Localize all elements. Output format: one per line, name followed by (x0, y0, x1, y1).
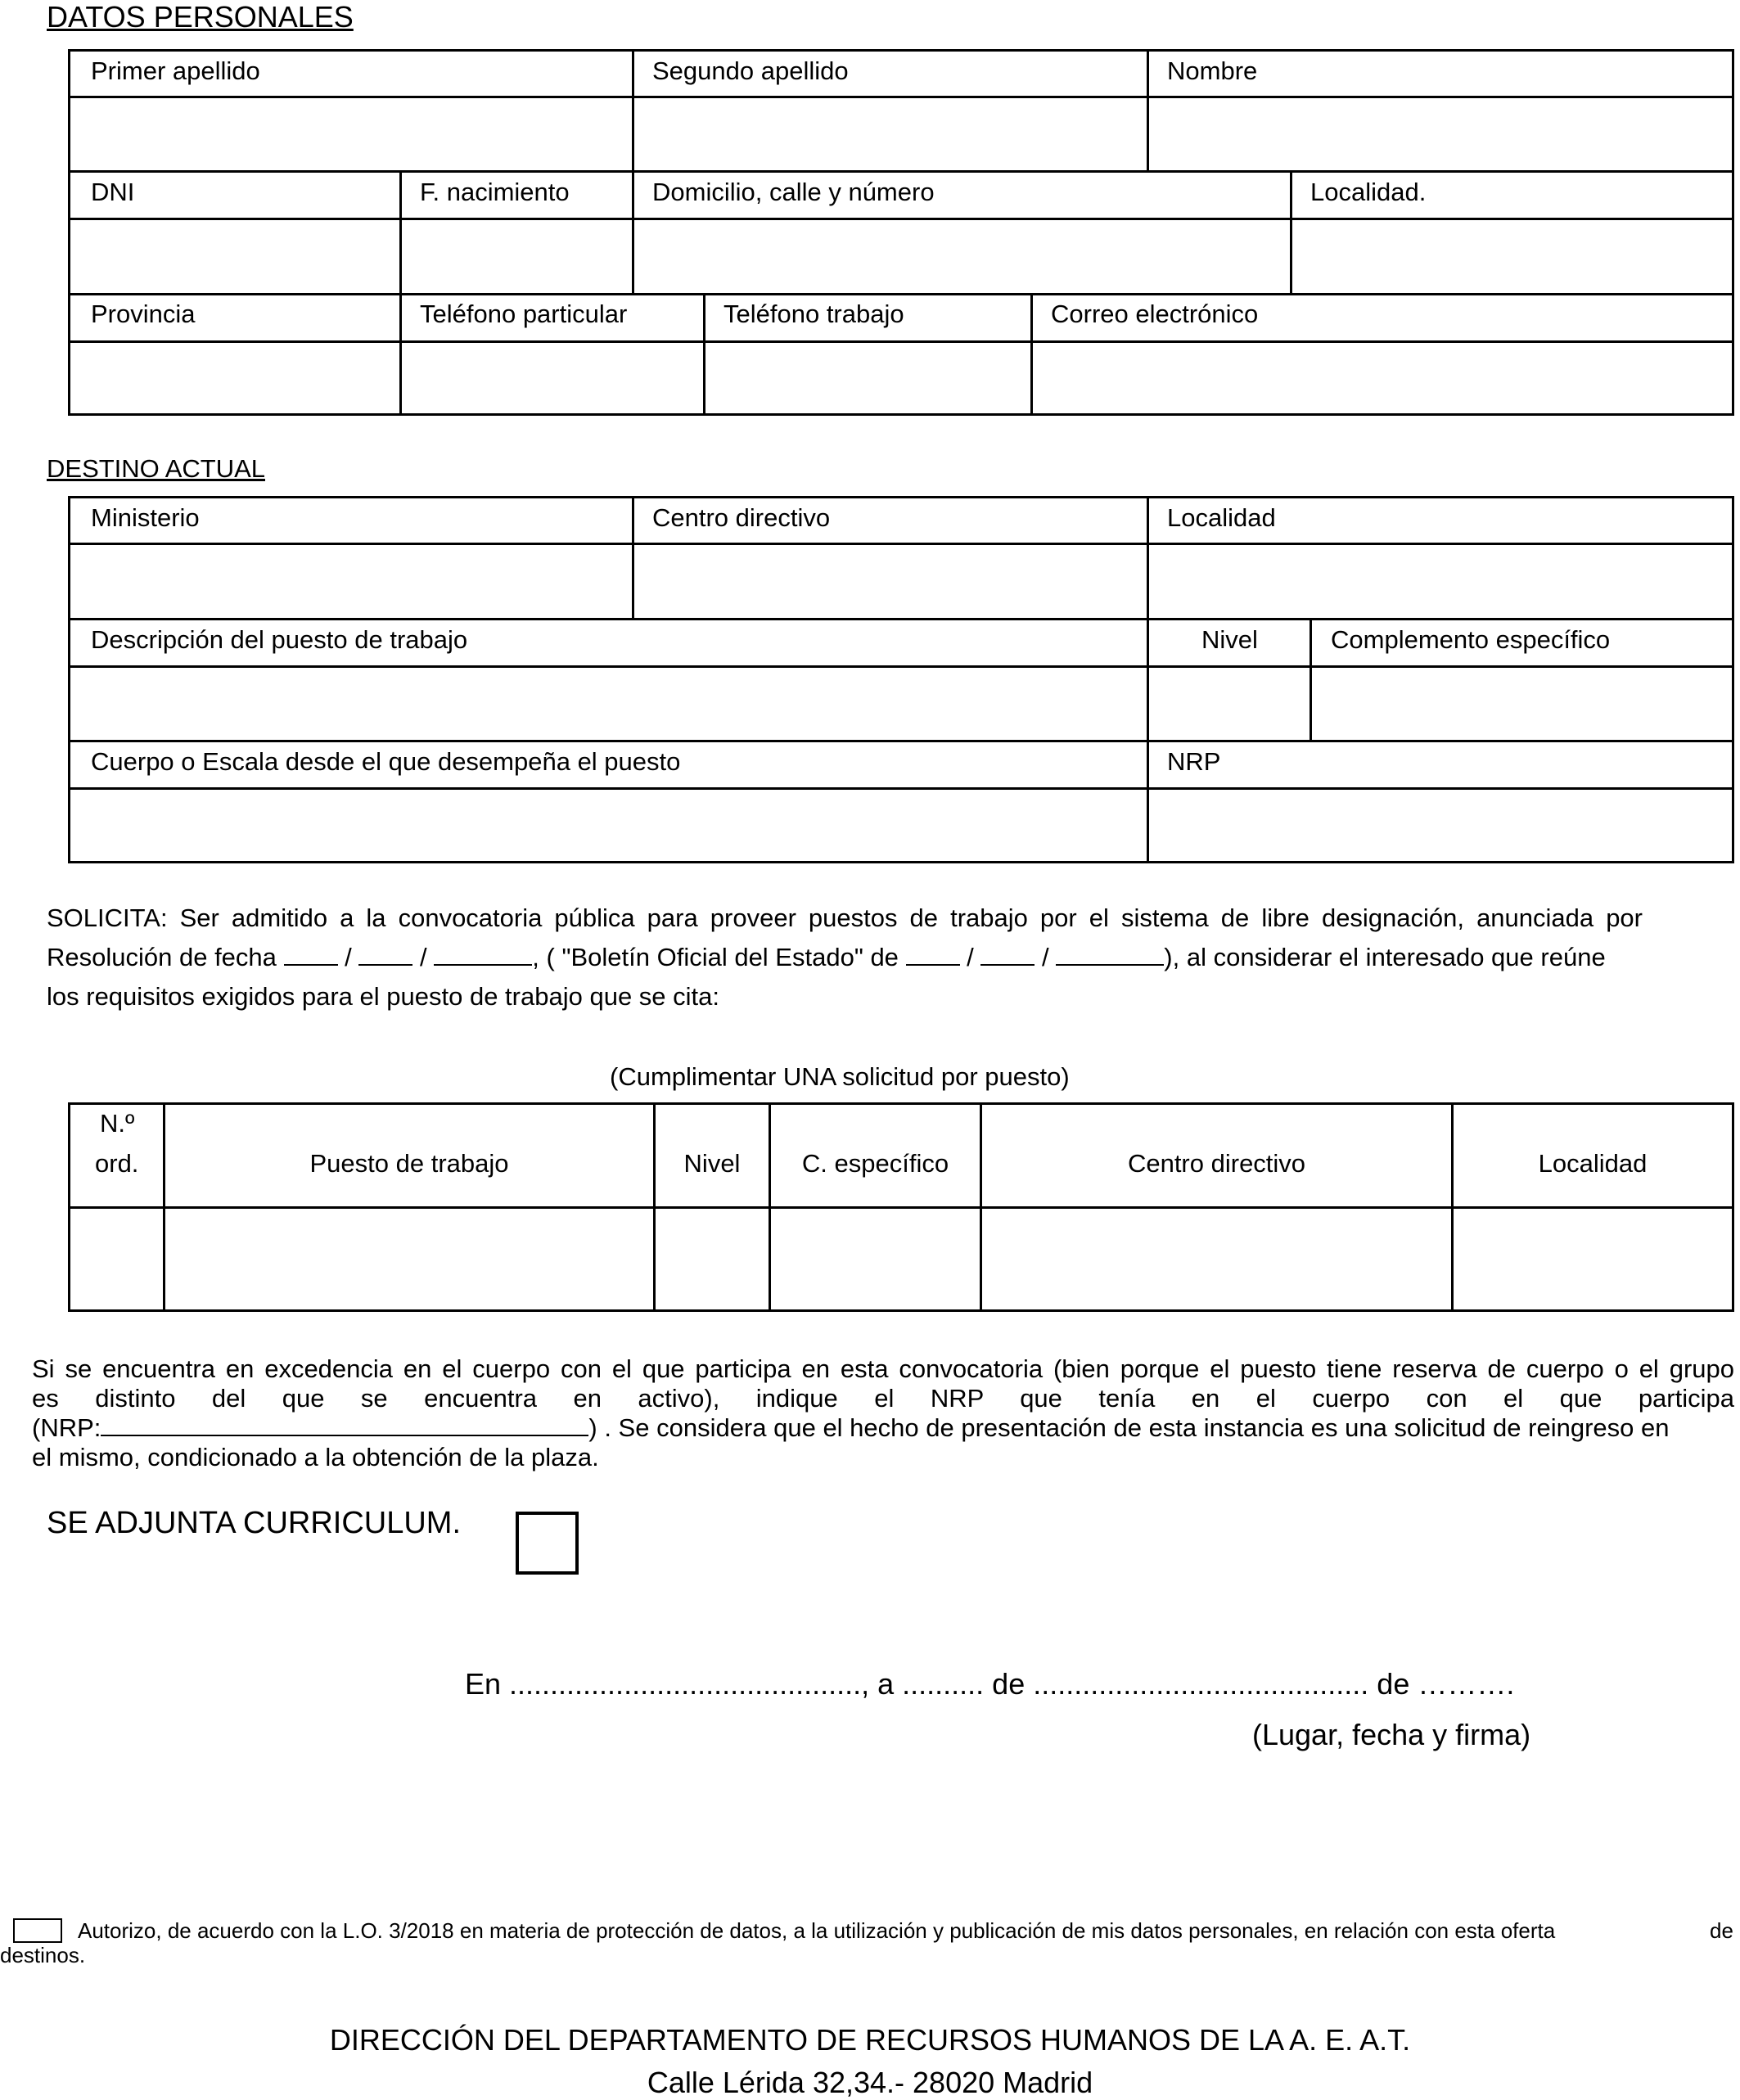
label-f-nacimiento: F. nacimiento (420, 178, 570, 206)
header-n-ord-1: N.º (100, 1109, 135, 1138)
label-telefono-particular: Teléfono particular (420, 300, 628, 328)
blank-nrp-excedencia[interactable] (101, 1434, 588, 1436)
excedencia-line-2: es distinto del que se encuentra en activo), indique el NRP que tenía en el cuerpo con el que participa (32, 1384, 1734, 1413)
excedencia-reingreso-text: ) . Se considera que el hecho de presentación de esta instancia es una solicitud de reingreso en (588, 1413, 1670, 1442)
label-provincia: Provincia (91, 300, 196, 328)
input-segundo-apellido[interactable] (634, 98, 1147, 170)
label-centro-directivo: Centro directivo (652, 503, 831, 532)
input-puesto-centro-directivo[interactable] (982, 1209, 1451, 1309)
blank-dia-boe[interactable] (906, 963, 960, 966)
input-descripcion-puesto[interactable] (70, 668, 1147, 740)
solicita-resolucion-text: Resolución de fecha (47, 943, 277, 971)
autorizo-checkbox[interactable] (13, 1918, 62, 1943)
input-puesto-localidad[interactable] (1454, 1209, 1732, 1309)
slash: / (1042, 943, 1049, 971)
label-segundo-apellido: Segundo apellido (652, 56, 849, 85)
header-c-especifico: C. específico (801, 1149, 949, 1178)
input-cuerpo-escala[interactable] (70, 790, 1147, 861)
excedencia-line-4: el mismo, condicionado a la obtención de la plaza. (32, 1443, 599, 1471)
label-correo-electronico: Correo electrónico (1051, 300, 1259, 328)
autorizo-line-2: destinos. (0, 1943, 86, 1967)
input-provincia[interactable] (70, 343, 399, 413)
solicita-boe-text: , ( "Boletín Oficial del Estado" de (532, 943, 899, 971)
label-localidad-destino: Localidad (1167, 503, 1276, 532)
input-puesto-nivel[interactable] (656, 1209, 769, 1309)
input-telefono-particular[interactable] (402, 343, 703, 413)
autorizo-line-1: Autorizo, de acuerdo con la L.O. 3/2018 en materia de protección de datos, a la utilización y publicación de mis datos personales, en relación con esta oferta (78, 1918, 1556, 1943)
label-telefono-trabajo: Teléfono trabajo (723, 300, 904, 328)
input-puesto-trabajo[interactable] (165, 1209, 653, 1309)
label-cuerpo-escala: Cuerpo o Escala desde el que desempeña el puesto (91, 747, 681, 776)
input-localidad[interactable] (1292, 220, 1732, 293)
label-localidad: Localidad. (1310, 178, 1427, 206)
input-telefono-trabajo[interactable] (705, 343, 1030, 413)
solicita-line-2 (47, 943, 1684, 972)
puesto-table (68, 1102, 1734, 1312)
header-localidad: Localidad (1538, 1149, 1648, 1178)
solicita-reune-text: ), al considerar el interesado que reúne (1164, 943, 1606, 971)
excedencia-line-1: Si se encuentra en excedencia en el cuerpo con el que participa en esta convocatoria (bien porque el puesto tiene reserva de cuerpo o el grupo (32, 1354, 1734, 1383)
blank-mes-resolucion[interactable] (358, 963, 412, 966)
slash: / (345, 943, 352, 971)
solicita-line-1: SOLICITA: Ser admitido a la convocatoria pública para proveer puestos de trabajo por el sistema de libre designación, anunciada por (47, 904, 1643, 932)
label-ministerio: Ministerio (91, 503, 200, 532)
curriculum-label: SE ADJUNTA CURRICULUM. (47, 1506, 462, 1540)
header-puesto-trabajo: Puesto de trabajo (309, 1149, 509, 1178)
section-title-destino-actual: DESTINO ACTUAL (47, 454, 265, 483)
input-complemento-especifico[interactable] (1312, 668, 1732, 740)
input-ministerio[interactable] (70, 545, 632, 618)
input-n-ord[interactable] (70, 1209, 163, 1309)
solicita-line-3: los requisitos exigidos para el puesto de trabajo que se cita: (47, 982, 719, 1011)
label-domicilio: Domicilio, calle y número (652, 178, 935, 206)
input-nombre[interactable] (1149, 98, 1732, 170)
label-dni: DNI (91, 178, 135, 206)
input-correo-electronico[interactable] (1033, 343, 1732, 413)
input-nrp[interactable] (1149, 790, 1732, 861)
label-nivel: Nivel (1201, 625, 1258, 654)
excedencia-line-3 (32, 1413, 1740, 1443)
blank-dia-resolucion[interactable] (284, 963, 338, 966)
header-nivel: Nivel (683, 1149, 741, 1178)
blank-anio-boe[interactable] (1056, 963, 1164, 966)
input-centro-directivo[interactable] (634, 545, 1147, 618)
firma-caption: (Lugar, fecha y firma) (1252, 1718, 1531, 1751)
footer-direccion: DIRECCIÓN DEL DEPARTAMENTO DE RECURSOS HUMANOS DE LA A. E. A.T. (329, 2023, 1411, 2057)
label-nrp: NRP (1167, 747, 1221, 776)
input-localidad-destino[interactable] (1149, 545, 1732, 618)
excedencia-nrp-text: (NRP: (32, 1413, 101, 1442)
section-title-datos-personales: DATOS PERSONALES (47, 0, 354, 34)
input-dni[interactable] (70, 220, 399, 293)
slash: / (967, 943, 974, 971)
footer-calle: Calle Lérida 32,34.- 28020 Madrid (647, 2066, 1093, 2099)
header-n-ord-2: ord. (95, 1149, 139, 1178)
input-primer-apellido[interactable] (70, 98, 632, 170)
label-descripcion-puesto: Descripción del puesto de trabajo (91, 625, 468, 654)
destino-actual-table (68, 496, 1734, 863)
input-f-nacimiento[interactable] (402, 220, 632, 293)
header-centro-directivo: Centro directivo (1127, 1149, 1306, 1178)
datos-personales-table (68, 49, 1734, 416)
input-c-especifico[interactable] (771, 1209, 980, 1309)
puesto-note: (Cumplimentar UNA solicitud por puesto) (610, 1062, 1070, 1091)
label-primer-apellido: Primer apellido (91, 56, 260, 85)
blank-mes-boe[interactable] (980, 963, 1035, 966)
label-nombre: Nombre (1167, 56, 1258, 85)
curriculum-checkbox[interactable] (516, 1512, 579, 1575)
blank-anio-resolucion[interactable] (434, 963, 532, 966)
label-complemento-especifico: Complemento específico (1331, 625, 1611, 654)
input-domicilio[interactable] (634, 220, 1290, 293)
slash: / (420, 943, 427, 971)
firma-line: En ..........................................., a .......... de ......................................... de ………. (465, 1667, 1515, 1701)
input-nivel[interactable] (1149, 668, 1310, 740)
autorizo-line-1-end: de (1710, 1918, 1733, 1943)
